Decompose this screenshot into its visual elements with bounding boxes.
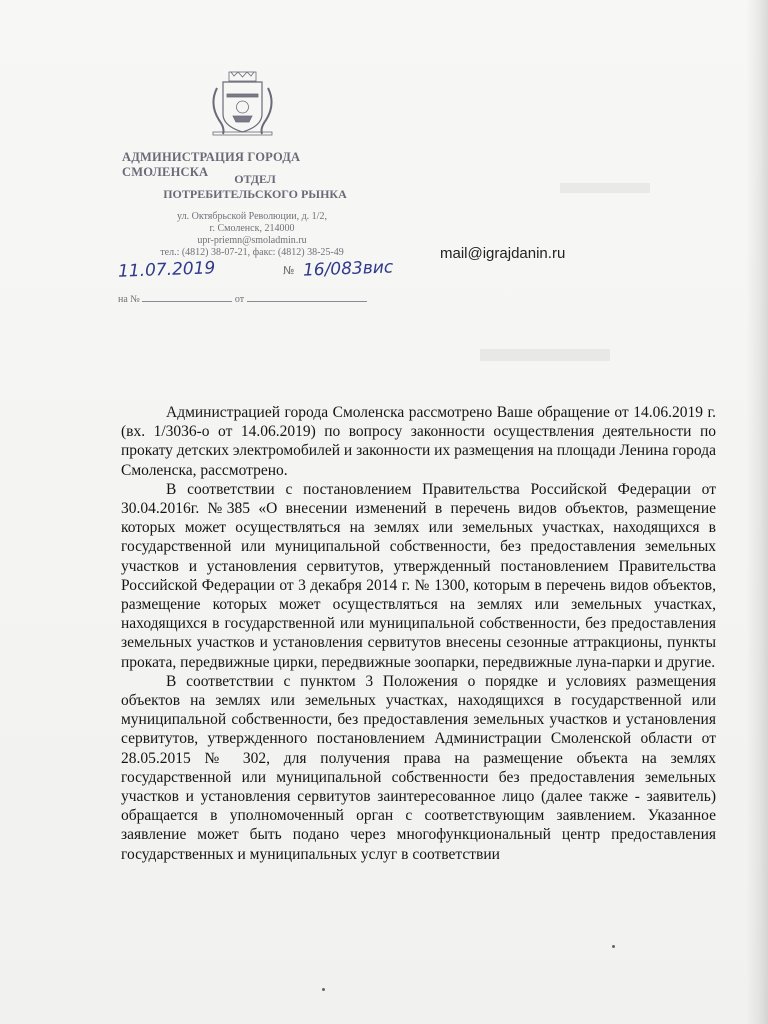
outgoing-registration xyxy=(117,257,418,284)
body-paragraph-2: В соответствии с постановлением Правительства Российской Федерации от 30.04.2016г. №385 «О внесении изменений в перечень видов объектов, размещение которых может осуществляться на землях или земельных участках, находящихся в государственной или муниципальной собственности, без предоставления земельных участков и установления сервитутов, утвержденный постановлением Правительства Российской Федерации от 3 декабря 2014 г. № 1300, которым в перечень видов объектов, размещение которых может осуществляться на землях или земельных участках, находящихся в государственной или муниципальной собственности, без предоставления земельных участков и установления сервитутов внесены сезонные аттракционы, пункты проката, передвижные цирки, передвижные зоопарки, передвижные луна-парки и другие. xyxy=(121,480,716,671)
redacted-area xyxy=(480,349,610,361)
page-edge-shadow xyxy=(746,0,768,1024)
organization-name: АДМИНИСТРАЦИЯ ГОРОДА СМОЛЕНСКА xyxy=(122,150,301,179)
recipient-email: mail@igrajdanin.ru xyxy=(440,245,566,262)
address-email: upr-priemn@smoladmin.ru xyxy=(197,235,307,246)
redacted-area xyxy=(560,183,650,193)
department-line-1: ОТДЕЛ xyxy=(234,172,276,186)
reference-prefix: на № xyxy=(118,294,140,305)
sender-address xyxy=(122,211,382,259)
body-paragraph-1: Администрацией города Смоленска рассмотрено Ваше обращение от 14.06.2019 г. (вх. 1/3036-о от 14.06.2019) по вопросу законности осуществления деятельности по прокату детских электромобилей и законности их размещения на площади Ленина города Смоленска, рассмотрено. xyxy=(121,404,716,479)
department-name xyxy=(140,172,370,202)
body-paragraph-3: В соответствии с пунктом 3 Положения о порядке и условиях размещения объектов на землях или земельных участках, находящихся в государственной или муниципальной собственности, без предоставления земельных участков и установления сервитутов, утвержденного постановлением Администрации Смоленской области от 28.05.2015 № 302, для получения права на размещение объекта на землях государственной или муниципальной собственности без предоставления земельных участков и установления сервитутов заинтересованное лицо (далее также - заявитель) обращается в уполномоченный орган с соответствующим заявлением. Указанное заявление может быть подано через многофункциональный центр предоставления государственных и муниципальных услуг в соответствии xyxy=(121,672,716,863)
handwritten-date: 11.07.2019 xyxy=(117,258,216,282)
scan-speck xyxy=(322,988,325,991)
number-label: № xyxy=(282,263,295,278)
address-city: г. Смоленск, 214000 xyxy=(209,223,295,234)
handwritten-number: 16/083вис xyxy=(302,257,394,281)
department-line-2: ПОТРЕБИТЕЛЬСКОГО РЫНКА xyxy=(163,187,347,201)
reference-line xyxy=(118,292,378,305)
reference-date-blank xyxy=(247,292,367,302)
smolensk-coat-of-arms-icon xyxy=(205,70,280,138)
address-phone: тел.: (4812) 38-07-21, факс: (4812) 38-25-49 xyxy=(160,247,344,258)
address-street: ул. Октябрьской Революции, д. 1/2, xyxy=(177,211,327,222)
letter-body xyxy=(121,403,716,864)
reference-from-label: от xyxy=(234,294,245,305)
scan-speck xyxy=(612,945,615,948)
reference-number-blank xyxy=(142,292,232,302)
